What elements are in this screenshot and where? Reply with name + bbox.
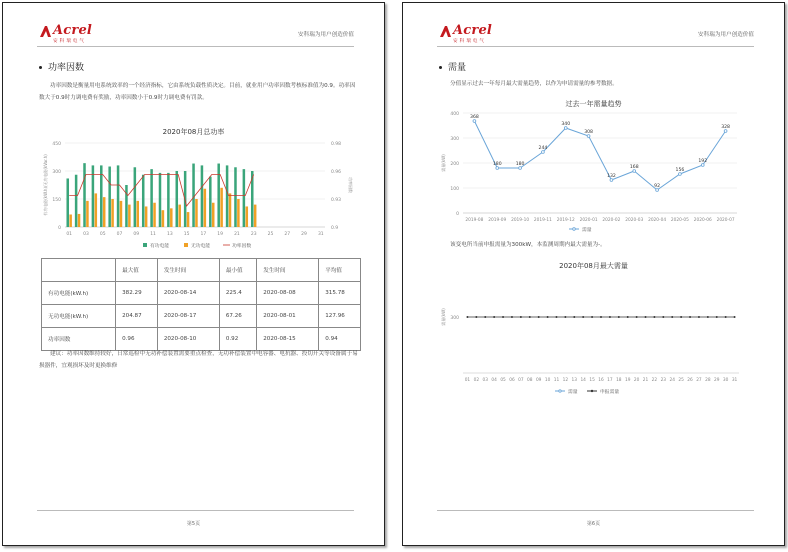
declared-demand-point <box>600 316 602 318</box>
x-tick-label: 03 <box>83 232 89 237</box>
data-label: 180 <box>515 162 525 167</box>
x-tick-label: 23 <box>250 232 257 237</box>
x-tick-label: 2019-10 <box>511 218 530 223</box>
bullet-icon <box>439 66 442 69</box>
active-energy-bar <box>159 173 162 227</box>
declared-demand-point <box>466 316 468 318</box>
x-tick-label: 08 <box>527 378 533 383</box>
declared-demand-point <box>520 316 522 318</box>
brand-name-cn: 安科瑞电气 <box>453 39 486 44</box>
data-label: 168 <box>629 165 639 170</box>
data-label: 308 <box>584 130 593 135</box>
y2-tick-label: 0.9 <box>331 226 339 231</box>
table-cell: 204.87 <box>116 305 158 328</box>
brand-name: Acrel <box>53 23 93 38</box>
table-cell: 有功电能(kW.h) <box>42 282 116 305</box>
reactive-energy-bar <box>178 205 181 227</box>
demand-point <box>564 127 567 130</box>
x-tick-label: 2020-07 <box>716 218 735 223</box>
reactive-energy-bar <box>153 203 156 227</box>
reactive-energy-bar <box>237 199 240 227</box>
table-row <box>42 328 361 351</box>
table-cell: 67.26 <box>219 305 256 328</box>
report-page-6 <box>402 2 785 546</box>
declared-demand-point <box>555 316 557 318</box>
declared-demand-point <box>645 316 647 318</box>
declared-demand-point <box>627 316 629 318</box>
y-tick-label: 450 <box>52 142 61 147</box>
table-cell: 127.96 <box>319 305 361 328</box>
table-cell: 功率因数 <box>42 328 116 351</box>
x-tick-label: 25 <box>678 378 684 383</box>
active-energy-bar <box>125 185 128 227</box>
x-tick-label: 15 <box>183 232 190 237</box>
header-divider <box>37 46 354 47</box>
active-energy-bar <box>142 175 145 227</box>
active-energy-bar <box>83 163 86 227</box>
reactive-energy-bar <box>120 201 123 227</box>
y-axis-title: 需量(kW) <box>441 308 446 326</box>
declared-demand-point <box>538 316 540 318</box>
demand-point <box>496 167 499 170</box>
legend-label-declared: 申报需量 <box>600 390 620 395</box>
declared-demand-point <box>484 316 486 318</box>
x-tick-label: 14 <box>580 378 586 383</box>
legend-swatch-active <box>143 243 147 247</box>
x-tick-label: 13 <box>166 232 173 237</box>
x-tick-label: 06 <box>509 378 515 383</box>
y-axis-title: 有功电能(kW.h)/无功电能(kVar.h) <box>43 154 48 216</box>
demand-point <box>724 130 727 133</box>
power-stats-table <box>41 258 361 351</box>
legend-label-pf: 功率因数 <box>232 244 252 249</box>
declared-demand-point <box>502 316 504 318</box>
reactive-energy-bar <box>212 203 215 227</box>
x-tick-label: 09 <box>133 232 140 237</box>
declared-demand-point <box>511 316 513 318</box>
x-tick-label: 2019-12 <box>556 218 575 223</box>
reactive-energy-bar <box>254 205 257 227</box>
report-page-5 <box>2 2 385 546</box>
active-energy-bar <box>167 173 170 227</box>
monthly-max-demand-chart <box>403 269 786 409</box>
active-energy-bar <box>201 165 204 227</box>
reactive-energy-bar <box>78 214 81 227</box>
total-power-chart <box>3 135 386 255</box>
chart-title-monthly-max-demand: 2020年08月最大需量 <box>559 262 628 270</box>
demand-point <box>633 170 636 173</box>
table-cell: 2020-08-15 <box>257 328 319 351</box>
x-tick-label: 09 <box>535 378 542 383</box>
x-tick-label: 21 <box>642 378 649 383</box>
demand-point <box>587 135 590 138</box>
table-cell: 2020-08-10 <box>157 328 219 351</box>
declared-demand-point <box>680 316 682 318</box>
y2-axis-title: 功率因数 <box>348 177 353 193</box>
active-energy-bar <box>176 171 179 227</box>
reactive-energy-bar <box>95 193 98 227</box>
data-label: 132 <box>607 174 616 179</box>
x-tick-label: 2019-08 <box>465 218 484 223</box>
intro-paragraph: 功率因数是衡量用电系统效率的一个经济指标，它由系统负载性质决定。目前，就业用户功率因数考核标准值为0.9。功率因数大于0.9时力调电费有奖励，功率因数小于0.9时力调电费有罚款。 <box>39 83 356 101</box>
declared-demand-point <box>618 316 620 318</box>
demand-point <box>701 164 704 167</box>
table-cell: 315.78 <box>319 282 361 305</box>
acrel-logo <box>439 23 509 45</box>
declared-demand-point <box>582 316 584 318</box>
y-tick-label: 300 <box>450 316 459 321</box>
x-tick-label: 17 <box>607 378 613 383</box>
x-tick-label: 28 <box>705 378 711 383</box>
reactive-energy-bar <box>86 201 89 227</box>
page-number: 第5页 <box>186 521 201 527</box>
x-tick-label: 29 <box>301 232 307 237</box>
x-tick-label: 24 <box>669 378 675 383</box>
reactive-energy-bar <box>170 208 173 227</box>
active-energy-bar <box>217 164 220 227</box>
y2-tick-label: 0.98 <box>331 142 342 147</box>
demand-point <box>610 179 613 182</box>
demand-point <box>519 167 522 170</box>
x-tick-label: 2020-03 <box>625 218 644 223</box>
table-header-cell: 平均值 <box>319 259 361 282</box>
x-tick-label: 01 <box>464 378 471 383</box>
table-cell: 2020-08-17 <box>157 305 219 328</box>
footer-divider <box>37 510 354 511</box>
declared-demand-point <box>591 316 593 318</box>
demand-line <box>474 121 725 190</box>
x-tick-label: 2019-11 <box>533 218 552 223</box>
table-header-cell: 发生时间 <box>257 259 319 282</box>
demand-point <box>656 189 659 192</box>
declared-demand-point <box>689 316 691 318</box>
bullet-icon <box>39 66 42 69</box>
section-title-power-factor: 功率因数 <box>39 60 84 73</box>
x-tick-label: 05 <box>99 232 106 237</box>
declared-demand-point <box>493 316 495 318</box>
footer-divider <box>437 510 754 511</box>
active-energy-bar <box>226 165 229 227</box>
y-tick-label: 400 <box>450 112 459 117</box>
acrel-logo-mark-icon <box>39 25 52 38</box>
active-energy-bar <box>75 175 78 227</box>
declared-demand-point <box>662 316 664 318</box>
table-cell: 2020-08-14 <box>157 282 219 305</box>
data-label: 192 <box>698 159 708 164</box>
declared-demand-point <box>707 316 709 318</box>
demand-point <box>542 151 545 154</box>
reactive-energy-bar <box>229 193 232 227</box>
declared-demand-point <box>564 316 566 318</box>
x-tick-label: 2020-04 <box>648 218 667 223</box>
advice-paragraph: 建议：功率因数维持较好，日常巡检中无功补偿装置需要重点检查，无功补偿装置中电容器、电抗器、投切开关等设备属于易损器件，宜观损坏及时更换维修 <box>39 351 358 369</box>
table-header-row <box>42 259 361 282</box>
acrel-logo <box>39 23 109 45</box>
x-tick-label: 04 <box>491 378 497 383</box>
chart-title-yearly-demand: 过去一年需量趋势 <box>565 100 622 108</box>
table-cell: 382.29 <box>116 282 158 305</box>
x-tick-label: 2020-06 <box>693 218 712 223</box>
legend-label-demand: 需量 <box>568 390 578 395</box>
x-tick-label: 19 <box>217 232 224 237</box>
active-energy-bar <box>117 165 120 227</box>
x-tick-label: 16 <box>598 378 604 383</box>
x-tick-label: 17 <box>200 232 207 237</box>
declared-demand-point <box>671 316 673 318</box>
legend-marker-demand <box>559 390 561 392</box>
legend-marker-demand <box>573 228 576 231</box>
legend-label-active: 有功电能 <box>150 244 170 249</box>
x-tick-label: 07 <box>116 232 123 237</box>
page-number: 第6页 <box>586 521 601 527</box>
x-tick-label: 18 <box>616 378 622 383</box>
declared-demand-point <box>716 316 718 318</box>
x-tick-label: 2020-05 <box>670 218 689 223</box>
header-slogan: 安科瑞为用户创造价值 <box>298 32 354 38</box>
table-header-cell: 最小值 <box>219 259 256 282</box>
reactive-energy-bar <box>69 214 72 227</box>
reactive-energy-bar <box>136 201 139 227</box>
demand-intro-paragraph: 分值显示过去一年每月最大需量趋势，以作为申请需量的参考数据。 <box>450 81 618 87</box>
table-header-cell: 发生时间 <box>157 259 219 282</box>
legend-label-reactive: 无功电能 <box>191 244 211 249</box>
active-energy-bar <box>234 167 237 227</box>
declared-demand-point <box>609 316 611 318</box>
active-energy-bar <box>192 164 195 227</box>
reactive-energy-bar <box>195 199 198 227</box>
data-label: 156 <box>675 168 685 173</box>
reactive-energy-bar <box>187 212 190 227</box>
data-label: 244 <box>538 146 548 151</box>
active-energy-bar <box>209 177 212 227</box>
reactive-energy-bar <box>128 205 131 227</box>
table-cell: 225.4 <box>219 282 256 305</box>
declared-demand-note: 该变电所当前申报需量为300kW，本监测周期内最大需量为-。 <box>450 242 606 248</box>
x-tick-label: 20 <box>633 378 640 383</box>
x-tick-label: 10 <box>544 378 551 383</box>
table-cell: 0.94 <box>319 328 361 351</box>
reactive-energy-bar <box>111 199 114 227</box>
x-tick-label: 23 <box>660 378 667 383</box>
reactive-energy-bar <box>145 206 148 227</box>
declared-demand-point <box>547 316 549 318</box>
table-header-cell: 最大值 <box>116 259 158 282</box>
demand-point <box>473 120 476 123</box>
brand-name: Acrel <box>453 23 493 38</box>
declared-demand-point <box>529 316 531 318</box>
legend-swatch-reactive <box>184 243 188 247</box>
y-tick-label: 0 <box>456 212 459 217</box>
x-tick-label: 2020-02 <box>602 218 621 223</box>
declared-demand-point <box>475 316 477 318</box>
x-tick-label: 19 <box>624 378 631 383</box>
x-tick-label: 31 <box>317 232 324 237</box>
declared-demand-point <box>573 316 575 318</box>
reactive-energy-bar <box>246 206 249 227</box>
active-energy-bar <box>108 167 111 227</box>
active-energy-bar <box>150 169 153 227</box>
table-row <box>42 282 361 305</box>
table-cell: 2020-08-08 <box>257 282 319 305</box>
y-tick-label: 200 <box>450 162 459 167</box>
data-label: 340 <box>561 122 571 127</box>
x-tick-label: 29 <box>714 378 720 383</box>
brand-name-cn: 安科瑞电气 <box>53 39 86 44</box>
y2-tick-label: 0.96 <box>331 170 342 175</box>
x-tick-label: 13 <box>571 378 578 383</box>
table-cell: 0.96 <box>116 328 158 351</box>
x-tick-label: 11 <box>553 378 560 383</box>
x-tick-label: 27 <box>284 232 291 237</box>
x-tick-label: 30 <box>722 378 729 383</box>
section-title-demand: 需量 <box>439 60 466 73</box>
active-energy-bar <box>66 178 69 227</box>
reactive-energy-bar <box>162 210 165 227</box>
x-tick-label: 26 <box>687 378 693 383</box>
x-tick-label: 05 <box>500 378 506 383</box>
x-tick-label: 27 <box>696 378 702 383</box>
table-header-cell <box>42 259 116 282</box>
demand-point <box>679 173 682 176</box>
data-label: 92 <box>654 184 661 189</box>
reactive-energy-bar <box>103 197 106 227</box>
y-tick-label: 150 <box>52 198 61 203</box>
table-cell: 无功电能(kW.h) <box>42 305 116 328</box>
x-tick-label: 01 <box>66 232 73 237</box>
x-tick-label: 03 <box>482 378 488 383</box>
declared-demand-point <box>734 316 736 318</box>
x-tick-label: 11 <box>150 232 156 237</box>
y-axis-title: 需量(kW) <box>441 154 446 172</box>
table-cell: 0.92 <box>219 328 256 351</box>
x-tick-label: 22 <box>651 378 658 383</box>
y-tick-label: 0 <box>58 226 61 231</box>
x-tick-label: 25 <box>267 232 274 237</box>
x-tick-label: 07 <box>518 378 524 383</box>
declared-demand-point <box>653 316 655 318</box>
yearly-demand-chart <box>403 107 786 239</box>
header-slogan: 安科瑞为用户创造价值 <box>698 32 754 38</box>
y-tick-label: 300 <box>52 170 61 175</box>
table-cell: 2020-08-01 <box>257 305 319 328</box>
x-tick-label: 2019-09 <box>488 218 507 223</box>
x-tick-label: 15 <box>589 378 595 383</box>
data-label: 328 <box>721 125 730 130</box>
active-energy-bar <box>134 167 137 227</box>
table-row <box>42 305 361 328</box>
x-tick-label: 21 <box>234 232 240 237</box>
y-tick-label: 100 <box>450 187 459 192</box>
x-tick-label: 2020-01 <box>579 218 598 223</box>
active-energy-bar <box>243 169 246 227</box>
declared-demand-point <box>636 316 638 318</box>
legend-marker-declared <box>591 390 593 392</box>
x-tick-label: 31 <box>731 378 738 383</box>
y2-tick-label: 0.93 <box>331 198 342 203</box>
acrel-logo-mark-icon <box>439 25 452 38</box>
chart-title-total-power: 2020年08月总功率 <box>162 128 225 136</box>
x-tick-label: 02 <box>473 378 480 383</box>
reactive-energy-bar <box>204 189 207 227</box>
declared-demand-point <box>725 316 727 318</box>
header-divider <box>437 46 754 47</box>
x-tick-label: 12 <box>562 378 569 383</box>
y-tick-label: 300 <box>450 137 459 142</box>
reactive-energy-bar <box>220 188 223 227</box>
legend-label-demand: 需量 <box>582 228 592 233</box>
data-label: 368 <box>470 115 479 120</box>
declared-demand-point <box>698 316 700 318</box>
data-label: 180 <box>492 162 502 167</box>
